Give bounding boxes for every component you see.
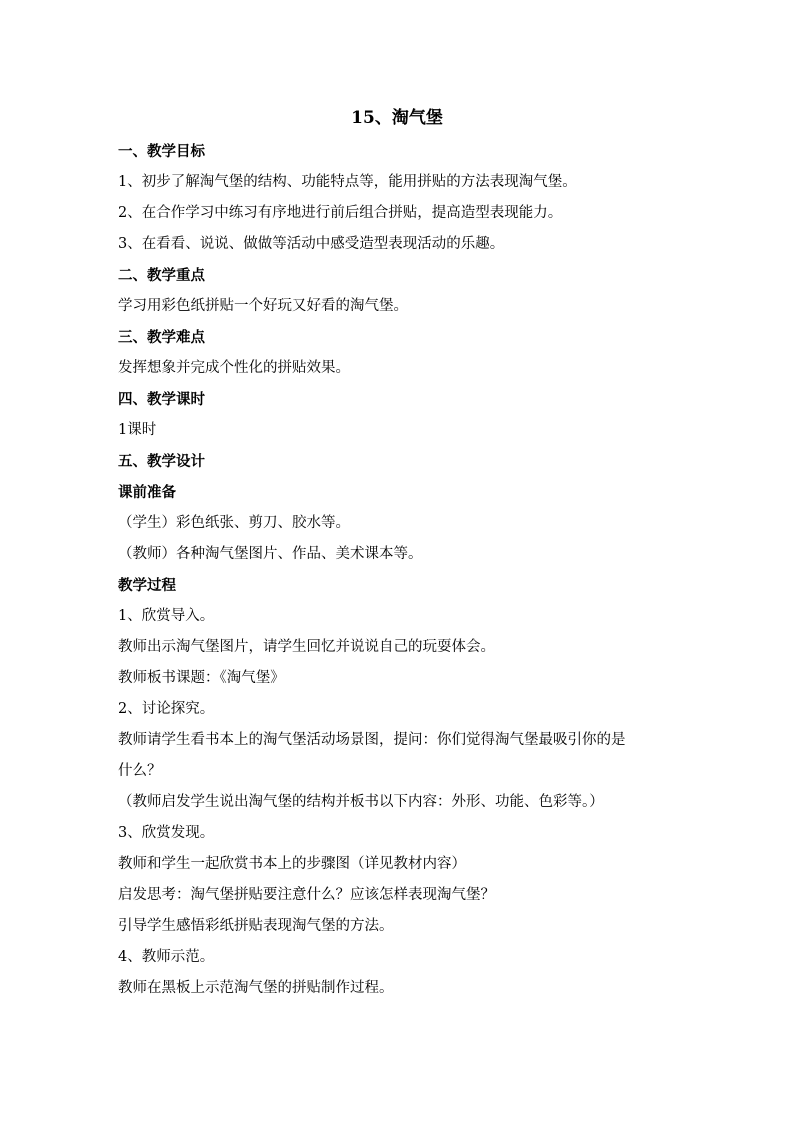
paragraph-line: 教师板书课题：《淘气堡》	[118, 670, 285, 686]
paragraph-line: 什么？	[118, 763, 162, 779]
section-heading: 二、教学重点	[118, 267, 205, 284]
paragraph-line: 教师在黑板上示范淘气堡的拼贴制作过程。	[118, 980, 394, 996]
section-heading: 五、教学设计	[118, 453, 205, 470]
paragraph-line: 教师和学生一起欣赏书本上的步骤图（详见教材内容）	[118, 856, 466, 872]
section-heading: 三、教学难点	[118, 329, 205, 346]
section-heading: 四、教学课时	[118, 391, 205, 408]
paragraph-line: （教师）各种淘气堡图片、作品、美术课本等。	[118, 546, 423, 562]
paragraph-line: 学习用彩色纸拼贴一个好玩又好看的淘气堡。	[118, 298, 408, 314]
section-heading: 教学过程	[118, 577, 176, 594]
paragraph-line: 2、在合作学习中练习有序地进行前后组合拼贴，提高造型表现能力。	[118, 205, 563, 221]
paragraph-line: 启发思考：淘气堡拼贴要注意什么？应该怎样表现淘气堡？	[118, 887, 495, 903]
paragraph-line: 3、在看看、说说、做做等活动中感受造型表现活动的乐趣。	[118, 236, 505, 252]
section-heading: 课前准备	[118, 484, 176, 501]
paragraph-line: 2、讨论探究。	[118, 701, 215, 717]
paragraph-line: 教师出示淘气堡图片，请学生回忆并说说自己的玩耍体会。	[118, 639, 495, 655]
paragraph-line: 教师请学生看书本上的淘气堡活动场景图，提问：你们觉得淘气堡最吸引你的是	[118, 732, 626, 748]
document-body	[118, 136, 674, 1004]
paragraph-line: 1课时	[118, 422, 157, 438]
paragraph-line: 1、初步了解淘气堡的结构、功能特点等，能用拼贴的方法表现淘气堡。	[118, 174, 577, 190]
document-title: 15、淘气堡	[351, 108, 443, 128]
paragraph-line: 1、欣赏导入。	[118, 608, 215, 624]
paragraph-line: 发挥想象并完成个性化的拼贴效果。	[118, 360, 350, 376]
paragraph-line: 3、欣赏发现。	[118, 825, 215, 841]
paragraph-line: 4、教师示范。	[118, 949, 215, 965]
paragraph-line: （教师启发学生说出淘气堡的结构并板书以下内容：外形、功能、色彩等。）	[118, 794, 604, 810]
paragraph-line: （学生）彩色纸张、剪刀、胶水等。	[118, 515, 350, 531]
section-heading: 一、教学目标	[118, 143, 205, 160]
paragraph-line: 引导学生感悟彩纸拼贴表现淘气堡的方法。	[118, 918, 394, 934]
